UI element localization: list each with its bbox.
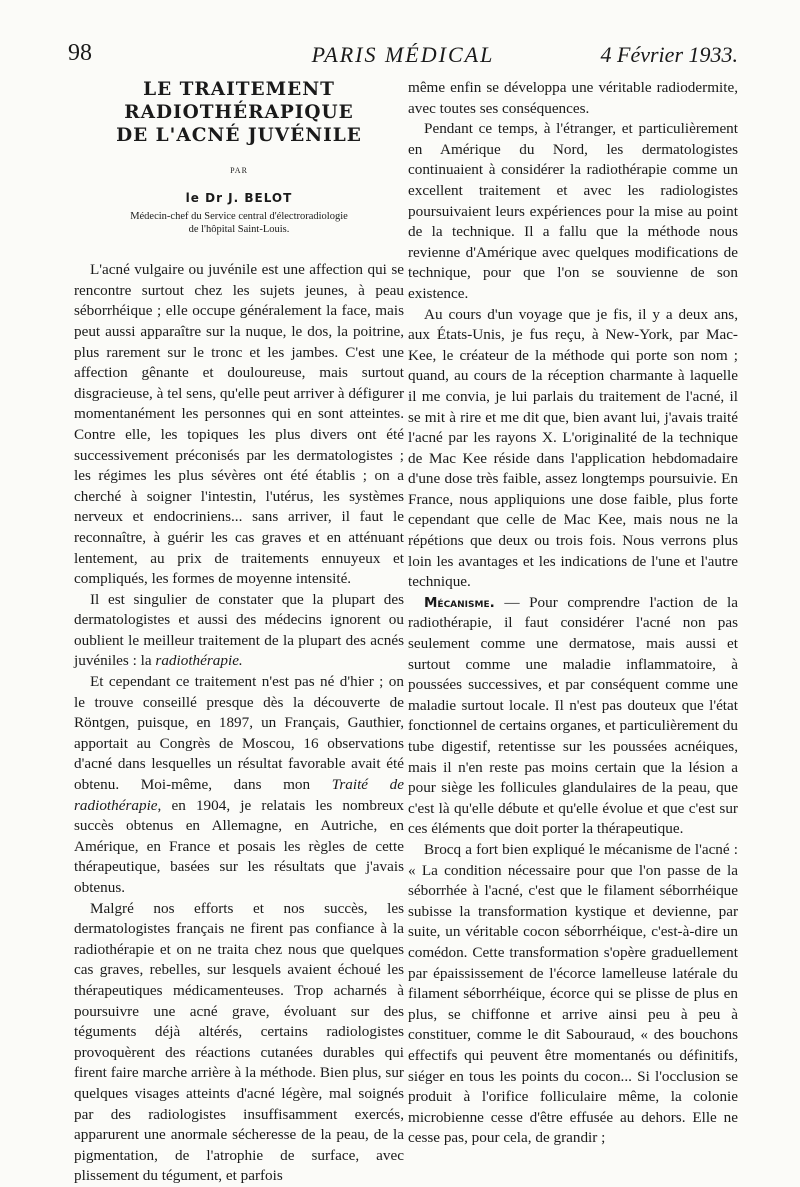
- paragraph: Malgré nos efforts et nos succès, les dermatologistes français ne firent pas confiance à la radiothérapie et on ne traita chez nous que quelques cas graves, rebelles, sur lesquels avaient échoué les thérapeutiques médicamenteuses. Trop acharnés à poursuivre une acné grave, évoluant sur des téguments déjà altérés, certains radiologistes provoquèrent des réactions cutanées durables qui firent faire marche arrière à la méthode. Bien plus, sur quelques visages atteints d'acné légère, mal soignés par des radiologistes insuffisamment exercés, apparurent une anormale sécheresse de la peau, de la pigmentation, de l'atrophie de surface, avec plissement du tégument, et parfois: [74, 899, 404, 1185]
- paragraph-text: Il est singulier de constater que la plupart des dermatologistes et aussi des médecins ignorent ou oublient le meilleur traitement de la plupart des acnés juvéniles : la: [74, 590, 404, 670]
- author-affiliation: [74, 210, 404, 236]
- emphasis-text: radiothérapie.: [155, 652, 243, 670]
- article-title: [74, 78, 404, 147]
- paragraph: Brocq a fort bien expliqué le mécanisme de l'acné : « La condition nécessaire pour que l'on passe de la séborrhée à l'acné, c'est que le filament séborrhéique subisse la transformation kystique et devienne, par suite, un véritable cocon séborrhéique, c'est-à-dire un comédon. Cette transformation s'opère graduellement par épaississement de l'écorce lamelleuse latérale du filament séborrhéique, écorce qui se plisse de plus en plus, se chiffonne et arrive ainsi peu à peu à constituer, comme le dit Sabouraud, « des bouchons effectifs qui peuvent être momentanés ou définitifs, siéger en tous les points du cocon... Si l'occlusion se produit à l'orifice folliculaire même, la colonie microbienne cesse d'être effusée au dehors. Elle ne cesse pas, pour cela, de grandir ;: [408, 840, 738, 1147]
- page-number: 98: [68, 40, 92, 66]
- affiliation-line: de l'hôpital Saint-Louis.: [188, 224, 290, 236]
- journal-title: PARIS MÉDICAL: [311, 42, 495, 67]
- title-line: LE TRAITEMENT: [143, 79, 335, 100]
- book-title: Traité de radiothérapie: [74, 776, 404, 814]
- paragraph: L'acné vulgaire ou juvénile est une affection qui se rencontre surtout chez les sujets jeunes, à peau séborrhéique ; elle occupe généralement la face, mais peut aussi apparaître sur la nuque, le dos, la poitrine, plus rarement sur le tronc et les jambes. C'est une affection gênante et douloureuse, mais surtout disgracieuse, à tel sens, qu'elle peut arriver à défigurer momentanément les personnes qui en sont atteintes. Contre elle, les topiques les plus divers ont été successivement préconisés par les dermatologistes ; les régimes les plus sévères ont été établis ; on a cherché à soigner l'intestin, l'utérus, les systèmes nerveux et endocriniens... sans arriver, il faut le reconnaître, à guérir les cas graves et en atténuant lentement, au prix de traitements ennuyeux et compliqués, les formes de moyenne intensité.: [74, 261, 404, 588]
- paragraph-text: , en 1904, je relatais les nombreux succès obtenus en Allemagne, en Autriche, en Amérique, en France et posais les règles de cette thérapeutique, basées sur les résultats que j'avais obtenus.: [74, 796, 404, 896]
- right-column: [408, 78, 738, 1149]
- left-column: [74, 78, 404, 1187]
- byline-par: PAR: [230, 166, 248, 175]
- author-name: le Dr J. BELOT: [185, 190, 293, 205]
- paragraph: [408, 593, 738, 840]
- paragraph: Au cours d'un voyage que je fis, il y a deux ans, aux États-Unis, je fus reçu, à New-York, par Mac-Kee, le créateur de la méthode qui porte son nom ; quand, au cours de la réception charmante à laquelle il me convia, je lui parlais du traitement de l'acné, il se mit à rire et me dit que, bien avant lui, j'avais traité l'acné par les rayons X. L'originalité de la technique de Mac Kee réside dans l'application hebdomadaire d'une dose très faible, assez longtemps poursuivie. En France, nous appliquions une dose faible, plus forte cependant que celle de Mac Kee, mais nous ne la répétions que deux ou trois fois. Nous verrons plus loin les avantages et les indications de l'une et l'autre technique.: [408, 305, 738, 591]
- paragraph: [74, 590, 404, 672]
- paragraph: [74, 672, 404, 899]
- title-line: DE L'ACNÉ JUVÉNILE: [116, 125, 362, 146]
- section-heading: Mécanisme.: [424, 594, 495, 611]
- affiliation-line: Médecin-chef du Service central d'électroradiologie: [130, 211, 348, 223]
- issue-date: 4 Février 1933.: [600, 42, 738, 67]
- paragraph-text: — Pour comprendre l'action de la radiothérapie, il faut considérer l'acné non pas seulement comme une dermatose, mais aussi et surtout comme une maladie inflammatoire, à poussées successives, et par conséquent comme une maladie surtout locale. Il n'est pas douteux que l'état fonctionnel de certains organes, et particulièrement du tube digestif, retentisse sur les poussées acnéiques, mais il n'en reste pas moins certain que la lésion a pour siège les follicules glandulaires de la peau, que c'est là qu'elle débute et qu'elle évolue et que c'est sur ces éléments que doit porter la thérapeutique.: [408, 593, 738, 838]
- page-header: [68, 40, 738, 76]
- paragraph: Pendant ce temps, à l'étranger, et particulièrement en Amérique du Nord, les dermatologistes continuaient à considérer la radiothérapie comme un excellent traitement et avec les radiologistes poursuivaient leurs expériences pour la mise au point de la technique. Il a fallu que la méthode nous revienne d'Amérique avec quelques modifications de technique, pour que l'on se souvienne de son existence.: [408, 120, 738, 302]
- paragraph: même enfin se développa une véritable radiodermite, avec toutes ses conséquences.: [408, 79, 738, 117]
- title-line: RADIOTHÉRAPIQUE: [124, 102, 354, 123]
- paragraph-text: Et cependant ce traitement n'est pas né d'hier ; on le trouve conseillé presque dès la découverte de Röntgen, puisque, en 1897, un Français, Gauthier, apportait au Congrès de Moscou, 16 observations d'acné dans lesquelles un résultat favorable avait été obtenu. Moi-même, dans mon: [74, 673, 404, 794]
